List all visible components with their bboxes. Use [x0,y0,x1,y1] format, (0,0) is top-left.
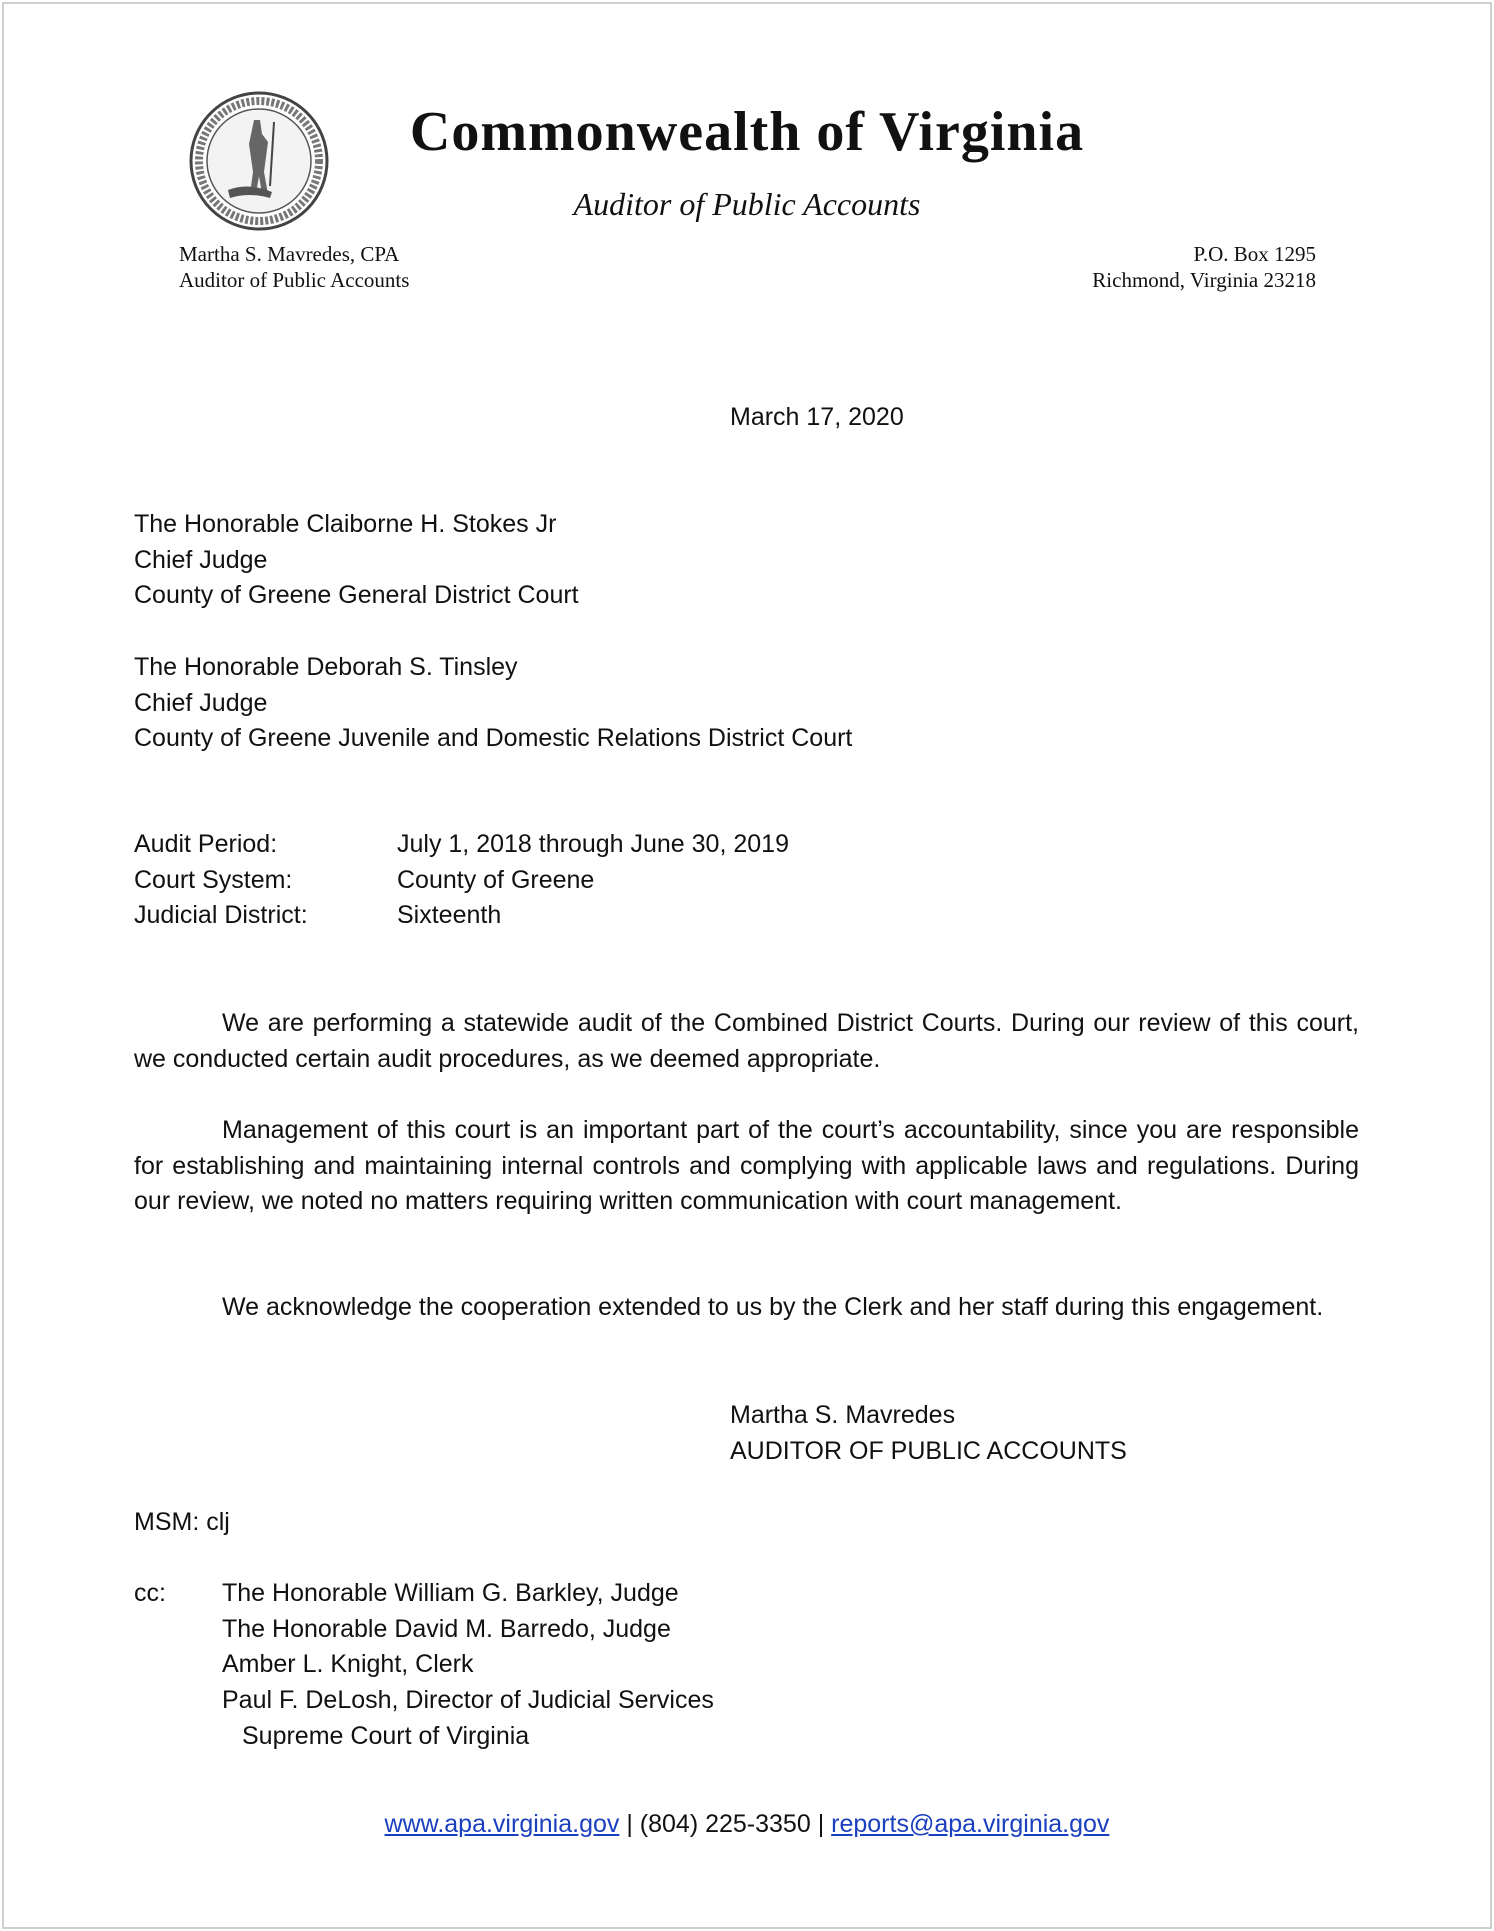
recipient-block-1 [134,507,579,614]
recipient-court: County of Greene Juvenile and Domestic Relations District Court [134,724,853,753]
signer-name: Martha S. Mavredes [730,1401,956,1429]
letterhead-title: Commonwealth of Virginia [409,101,1085,163]
cc-item: The Honorable William G. Barkley, Judge [222,1579,679,1607]
cc-item: Paul F. DeLosh, Director of Judicial Services [222,1686,714,1715]
paragraph-2: Management of this court is an important part of the court’s accountability, since you are responsible for establishing and maintaining internal controls and complying with applicable laws and regulations. During our review, we noted no matters requiring written communication with court management. [134,1116,1359,1216]
auditor-name: Martha S. Mavredes, CPA [179,242,400,266]
audit-value: Sixteenth [397,901,502,930]
cc-item-sub: Supreme Court of Virginia [242,1721,530,1750]
audit-info-row [134,827,789,863]
recipient-name: The Honorable Claiborne H. Stokes Jr [134,510,557,538]
audit-info [134,827,789,934]
audit-label: Court System: [134,865,293,894]
email-link[interactable]: reports@apa.virginia.gov [831,1810,1110,1838]
footer-phone: (804) 225-3350 [639,1810,811,1838]
audit-value: July 1, 2018 through June 30, 2019 [397,830,789,858]
letterhead-subtitle: Auditor of Public Accounts [573,186,921,222]
audit-label: Audit Period: [134,830,278,858]
cc-list [222,1576,714,1755]
auditor-title: Auditor of Public Accounts [179,268,410,292]
recipient-title: Chief Judge [134,545,268,574]
signer-title: AUDITOR OF PUBLIC ACCOUNTS [730,1436,1127,1465]
recipient-court: County of Greene General District Court [134,581,579,610]
paragraph-3: We acknowledge the cooperation extended to us by the Clerk and her staff during this engagement. [222,1293,1324,1321]
initials: MSM: clj [134,1508,230,1536]
letterhead-left-address [179,241,409,293]
po-box: P.O. Box 1295 [1193,242,1316,266]
signature-block [730,1398,1127,1469]
website-link[interactable]: www.apa.virginia.gov [384,1810,620,1838]
recipient-title: Chief Judge [134,688,268,717]
cc-label: cc: [134,1579,166,1607]
cc-item: Amber L. Knight, Clerk [222,1650,474,1679]
city-state-zip: Richmond, Virginia 23218 [1092,268,1316,292]
recipient-name: The Honorable Deborah S. Tinsley [134,653,518,681]
audit-value: County of Greene [397,865,595,894]
recipient-block-2 [134,650,852,757]
footer [0,1807,1494,1843]
cc-item: The Honorable David M. Barredo, Judge [222,1614,671,1643]
letter-date: March 17, 2020 [730,403,904,431]
audit-info-row [134,898,789,934]
footer-separator: | [810,1810,832,1838]
letterhead-right-address [1092,241,1316,293]
footer-separator: | [619,1810,640,1838]
audit-info-row [134,863,789,899]
paragraph-1: We are performing a statewide audit of the Combined District Courts. During our review of this court, we conducted certain audit procedures, as we deemed appropriate. [134,1009,1359,1073]
audit-label: Judicial District: [134,901,308,930]
